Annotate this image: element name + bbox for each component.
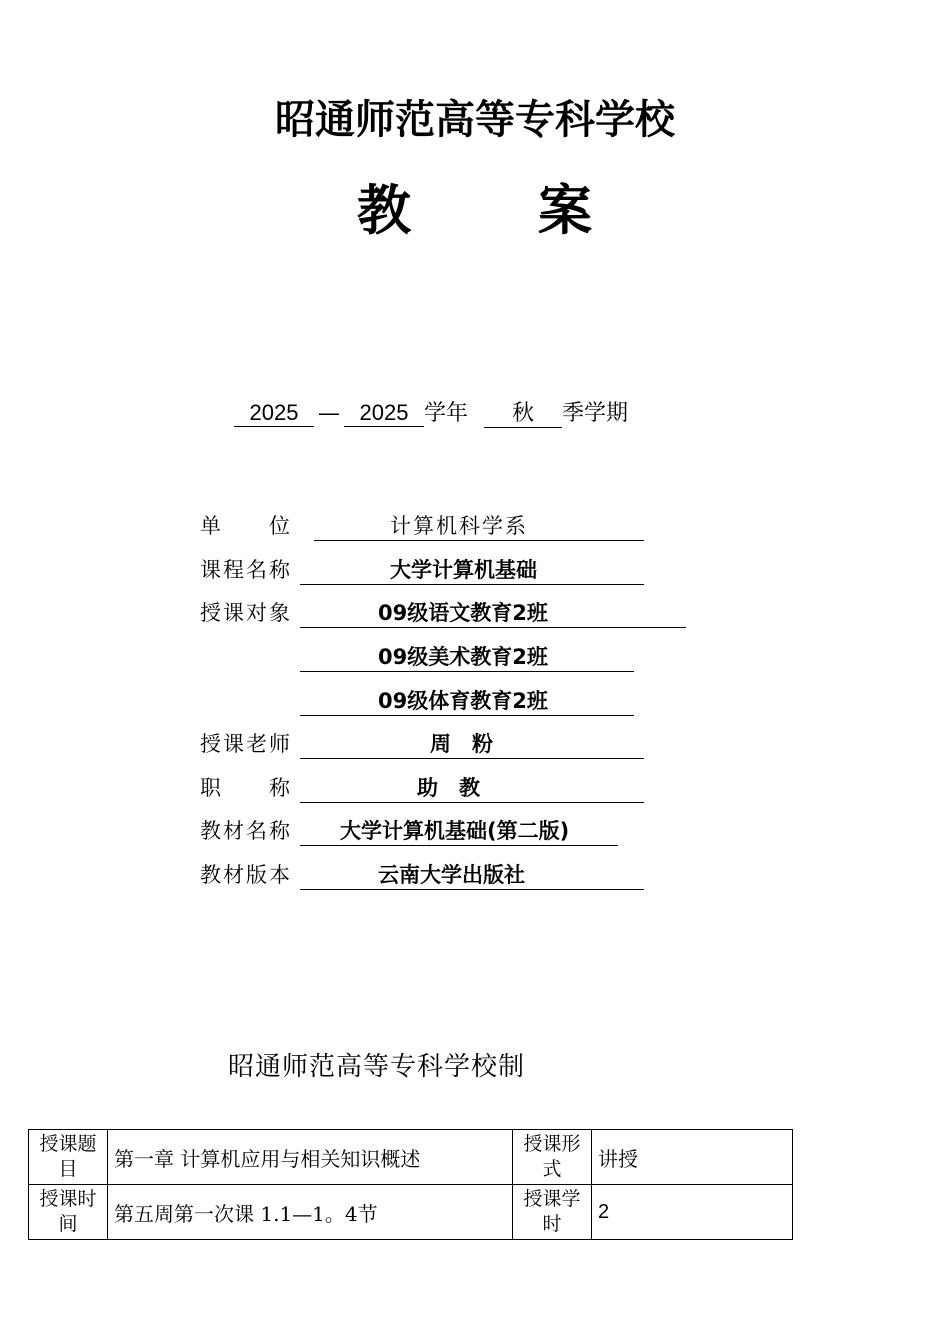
footer-school: 昭通师范高等专科学校制 <box>228 1052 526 1082</box>
table-row <box>29 1130 793 1185</box>
school-title: 昭通师范高等专科学校 <box>275 97 675 143</box>
lesson-info-table <box>28 1129 793 1240</box>
table-row <box>29 1185 793 1240</box>
teacher-label: 授课老师 <box>200 732 292 756</box>
unit-value: 计算机科学系 <box>390 514 528 538</box>
year-dash: — <box>318 401 340 426</box>
target-value-1: 09级语文教育2班 <box>378 601 548 625</box>
title-label: 职 称 <box>200 776 292 800</box>
term-line <box>234 396 628 428</box>
doc-title-char-2: 案 <box>538 178 592 242</box>
form-label: 授课形式 <box>513 1130 592 1185</box>
hours-label: 授课学时 <box>513 1185 592 1240</box>
title-value: 助 教 <box>417 776 480 800</box>
target-label: 授课对象 <box>200 601 292 625</box>
hours-value: 2 <box>592 1185 793 1240</box>
target-value-2: 09级美术教育2班 <box>378 645 548 669</box>
topic-value: 第一章 计算机应用与相关知识概述 <box>108 1130 513 1185</box>
textbook-value: 大学计算机基础(第二版) <box>340 819 570 843</box>
time-label: 授课时间 <box>29 1185 108 1240</box>
target-value-3: 09级体育教育2班 <box>378 689 548 713</box>
doc-title-char-1: 教 <box>357 178 411 242</box>
season-suffix: 季学期 <box>562 401 629 426</box>
time-value: 第五周第一次课 1.1—1。4节 <box>108 1185 513 1240</box>
course-label: 课程名称 <box>200 558 292 582</box>
edition-value: 云南大学出版社 <box>378 863 525 887</box>
topic-label: 授课题目 <box>29 1130 108 1185</box>
year-start: 2025 <box>234 400 314 427</box>
edition-label: 教材版本 <box>200 863 292 887</box>
unit-label: 单 位 <box>200 514 292 538</box>
form-value: 讲授 <box>592 1130 793 1185</box>
teacher-value: 周 粉 <box>430 732 493 756</box>
year-suffix: 学年 <box>424 401 469 426</box>
course-value: 大学计算机基础 <box>390 558 537 582</box>
textbook-label: 教材名称 <box>200 819 292 843</box>
year-end: 2025 <box>344 400 424 427</box>
season: 秋 <box>484 396 562 428</box>
